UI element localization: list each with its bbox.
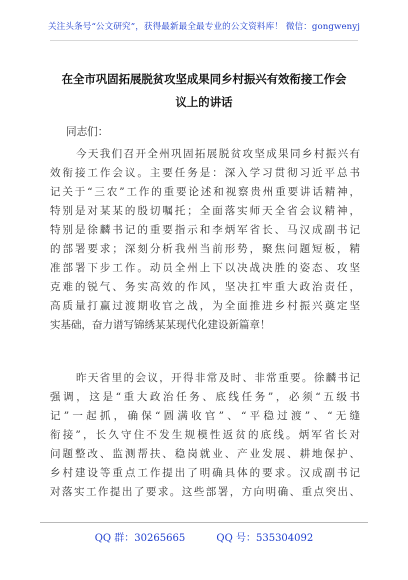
- paragraph-line: 强调，这是“重大政治任务、底线任务”，必须“五级书: [50, 391, 360, 403]
- paragraph-line: 的部署要求；深刻分析我州当前形势，聚焦问题短板，精: [50, 243, 360, 255]
- paragraph-line: 乡村建设等重点工作提出了明确具体的要求。汉成副书记: [50, 467, 360, 479]
- header-divider: [50, 40, 358, 41]
- paragraph-line: 特别是徐麟书记的重要指示和李炳军省长、马汉成副书记: [50, 224, 360, 236]
- footer-qq-number: QQ 号：535304092: [216, 533, 314, 544]
- paragraph-line: 准部署下步工作。动员全州上下以决战决胜的姿态、攻坚: [50, 262, 360, 274]
- paragraph-line: 今天我们召开全州巩固拓展脱贫攻坚成果同乡村振兴有: [76, 148, 360, 160]
- paragraph-line: 记关于“三农”工作的重要论述和视察贵州重要讲话精神，: [50, 186, 360, 198]
- footer-qq-group: QQ 群：30265665: [94, 533, 186, 544]
- document-title-line-1: 在全市巩固拓展脱贫攻坚成果同乡村振兴有效衔接工作会: [61, 72, 347, 86]
- footer-divider: [40, 522, 368, 523]
- paragraph-line: 对落实工作提出了要求。这些部署，方向明确、重点突出、: [50, 486, 360, 498]
- greeting: 同志们：: [66, 126, 109, 138]
- footer: [0, 529, 408, 544]
- paragraph-line: 衔接”，长久守住不发生规模性返贫的底线。炳军省长对: [50, 429, 360, 441]
- top-banner: 关注头条号“公文研究”，获得最新最全最专业的公文资料库！ 微信：gongwenyj: [47, 22, 361, 32]
- paragraph-line: 记”一起抓，确保“圆满收官”、“平稳过渡”、“无缝: [50, 410, 360, 422]
- paragraph-line: 特别是对某某的殷切嘱托；全面落实师天全省会议精神，: [50, 205, 360, 217]
- paragraph-line: 昨天省里的会议，开得非常及时、非常重要。徐麟书记: [76, 372, 360, 384]
- paragraph-line: 问题整改、监测帮扶、稳岗就业、产业发展、耕地保护、: [50, 448, 360, 460]
- document-title-line-2: 议上的讲话: [175, 95, 233, 109]
- paragraph-line: 实基础，奋力谱写锦绣某某现代化建设新篇章！: [50, 319, 271, 331]
- paragraph-line: 高质量打赢过渡期收官之战，为全面推进乡村振兴奠定坚: [50, 300, 360, 312]
- paragraph-line: 克难的锐气、务实高效的作风，坚决扛牢重大政治责任，: [50, 281, 360, 293]
- paragraph-line: 效衔接工作会议。主要任务是：深入学习贯彻习近平总书: [50, 167, 360, 179]
